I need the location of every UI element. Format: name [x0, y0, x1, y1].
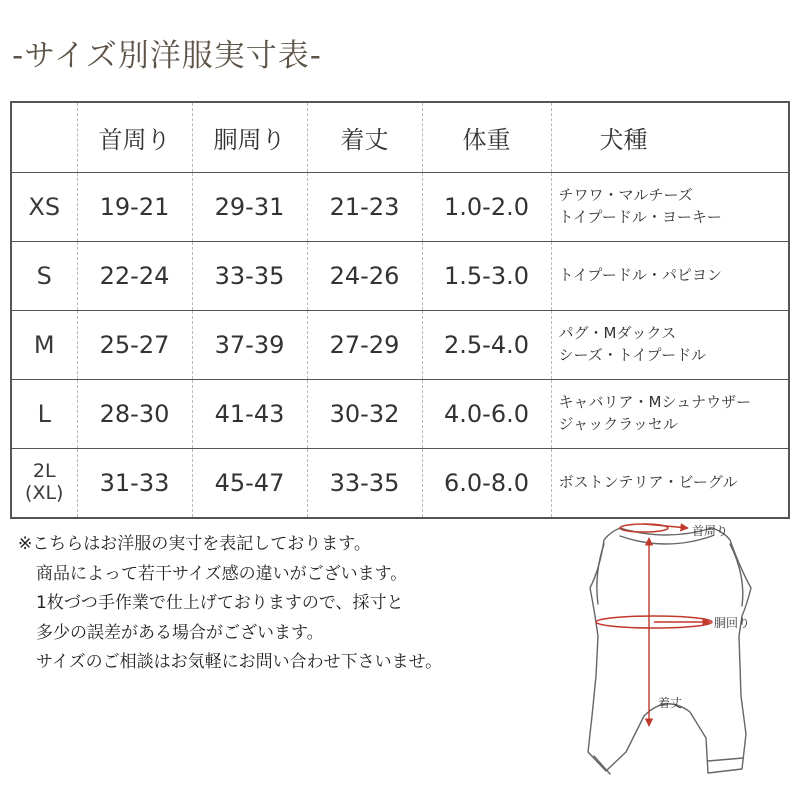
note-line: 商品によって若干サイズ感の違いがございます。	[36, 563, 408, 584]
garment-outline-illustration	[548, 516, 800, 800]
length-label: 着丈	[658, 696, 683, 710]
neck-label: 首周り	[692, 524, 729, 538]
breed-cell	[551, 311, 789, 380]
size-label-line: 2L	[32, 459, 56, 482]
table-row	[11, 242, 789, 311]
length-value: 24-26	[307, 242, 422, 311]
neck-value: 28-30	[77, 380, 192, 449]
chest-value: 29-31	[192, 173, 307, 242]
header-neck: 首周り	[77, 102, 192, 173]
breed-cell	[551, 380, 789, 449]
size-label: L	[11, 380, 77, 449]
neck-value: 22-24	[77, 242, 192, 311]
size-label	[11, 449, 77, 518]
chest-value: 33-35	[192, 242, 307, 311]
note-line: 1枚づつ手作業で仕上げておりますので、採寸と	[36, 593, 404, 613]
neck-value: 19-21	[77, 173, 192, 242]
table-row	[11, 173, 789, 242]
header-cell-blank	[11, 102, 77, 173]
chest-label: 胴回り	[714, 616, 751, 630]
weight-value: 2.5-4.0	[422, 311, 551, 380]
breed-line: トイプードル・パピヨン	[558, 266, 722, 285]
breed-line: シーズ・トイプードル	[558, 346, 707, 364]
chest-value: 41-43	[192, 380, 307, 449]
breed-cell	[551, 173, 789, 242]
breed-line: キャバリア・Mシュナウザー	[558, 393, 752, 412]
breed-line: パグ・Mダックス	[558, 324, 677, 343]
length-value: 33-35	[307, 449, 422, 518]
breed-cell	[551, 449, 789, 518]
length-value: 27-29	[307, 311, 422, 380]
length-value: 30-32	[307, 380, 422, 449]
chest-value: 45-47	[192, 449, 307, 518]
breed-line: ジャックラッセル	[558, 415, 678, 433]
measurement-diagram	[548, 516, 800, 800]
weight-value: 1.0-2.0	[422, 173, 551, 242]
breed-line: トイプードル・ヨーキー	[558, 208, 722, 226]
header-breed: 犬種	[551, 102, 789, 173]
weight-value: 6.0-8.0	[422, 449, 551, 518]
header-weight: 体重	[422, 102, 551, 173]
page-title: -サイズ別洋服実寸表-	[12, 38, 322, 74]
table-row	[11, 311, 789, 380]
table-header-row	[11, 102, 789, 173]
breed-line: チワワ・マルチーズ	[558, 186, 693, 205]
breed-line: ボストンテリア・ビーグル	[558, 472, 738, 491]
size-label: XS	[11, 173, 77, 242]
size-label-line: (XL)	[25, 481, 64, 504]
note-line: サイズのご相談はお気軽にお問い合わせ下さいませ。	[36, 652, 443, 672]
header-chest: 胴周り	[192, 102, 307, 173]
note-line: ※こちらはお洋服の実寸を表記しております。	[18, 534, 371, 554]
neck-value: 25-27	[77, 311, 192, 380]
chest-value: 37-39	[192, 311, 307, 380]
size-label: M	[11, 311, 77, 380]
size-label: S	[11, 242, 77, 311]
note-line: 多少の誤差がある場合がございます。	[36, 622, 324, 643]
notes	[18, 530, 442, 678]
header-length: 着丈	[307, 102, 422, 173]
breed-cell	[551, 242, 789, 311]
weight-value: 1.5-3.0	[422, 242, 551, 311]
table-row	[11, 449, 789, 518]
table-row	[11, 380, 789, 449]
weight-value: 4.0-6.0	[422, 380, 551, 449]
size-table	[10, 101, 790, 519]
neck-value: 31-33	[77, 449, 192, 518]
length-value: 21-23	[307, 173, 422, 242]
